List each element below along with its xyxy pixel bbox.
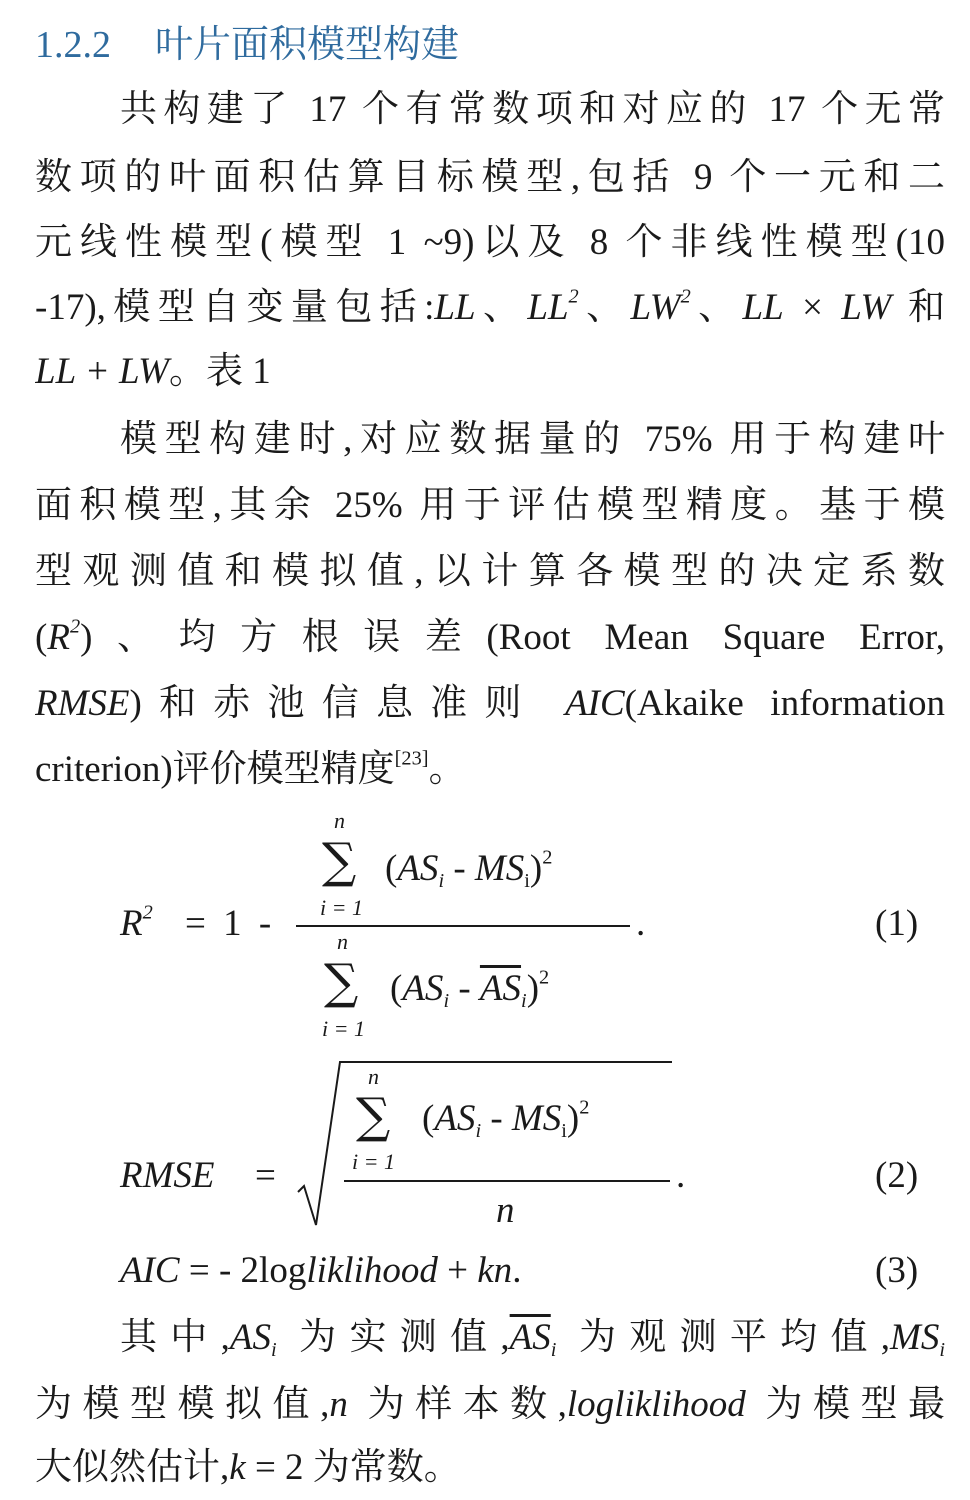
sub: i xyxy=(521,990,527,1013)
text-line xyxy=(35,346,945,398)
text-segment: (Akaike information xyxy=(624,683,945,724)
math-term: LL xyxy=(527,287,569,328)
eq1-end: . xyxy=(636,903,646,944)
math-term: RMSE xyxy=(35,683,130,724)
text-segment: criterion)评价模型精度 xyxy=(35,749,395,790)
sub: i xyxy=(438,870,445,893)
eq1-equals: = 1 - xyxy=(185,903,272,944)
eq1-den-upper: n xyxy=(337,929,348,954)
eq1-num-sigma: ∑ xyxy=(322,833,357,889)
eq2-numerator xyxy=(422,1096,590,1143)
var-as: AS xyxy=(402,968,444,1009)
eq3-body xyxy=(120,1252,521,1289)
eq3-liklihood: liklihood xyxy=(306,1250,438,1291)
eq3-plus: + xyxy=(437,1250,478,1291)
text-segment: 其中, xyxy=(120,1317,230,1358)
eq1-num-upper: n xyxy=(334,808,345,833)
text-segment: 为模型模拟值, xyxy=(35,1384,330,1425)
power: 2 xyxy=(579,1096,590,1119)
eq1-r-sup: 2 xyxy=(142,901,153,924)
text-line xyxy=(35,1379,945,1431)
text-line xyxy=(35,744,945,796)
text-segment: 共构建了 17 个有常数项和对应的 17 个无常 xyxy=(120,89,945,130)
eq2-equals: = xyxy=(255,1155,276,1196)
power: 2 xyxy=(542,846,553,869)
eq2-label: (2) xyxy=(875,1155,919,1196)
math-term: AIC xyxy=(565,683,625,724)
text-segment: 。表 1 xyxy=(168,351,271,392)
eq2-upper: n xyxy=(368,1064,379,1089)
var-ms: MS xyxy=(474,848,525,889)
text-segment: ( xyxy=(35,617,48,658)
minus: - xyxy=(453,848,466,889)
subscript: i xyxy=(939,1339,945,1362)
eq1-lhs xyxy=(120,901,153,944)
eq2-lhs: RMSE xyxy=(120,1155,215,1196)
sub: i xyxy=(524,870,530,893)
text-segment: 面积模型,其余 25% 用于评估模型精度。基于模 xyxy=(35,485,945,526)
math-term: AS xyxy=(229,1317,271,1358)
math-term: LL + LW xyxy=(35,351,169,392)
math-term: MS xyxy=(890,1317,940,1358)
text-line xyxy=(35,217,945,269)
superscript: [23] xyxy=(394,747,429,770)
text-line xyxy=(35,480,945,532)
text-segment: 为模型最 xyxy=(745,1384,945,1425)
text-segment: 和 xyxy=(891,287,945,328)
eq1-fraction-bar xyxy=(296,925,630,927)
eq2-sigma: ∑ xyxy=(356,1088,391,1144)
text-segment: 模型构建时,对应数据量的 75% 用于构建叶 xyxy=(120,419,945,460)
text-segment: 、 xyxy=(578,287,631,328)
eq3-rhs: = - 2log xyxy=(188,1250,307,1291)
paren: ) xyxy=(529,848,543,889)
math-term: $\overline{AS}$ xyxy=(509,1317,551,1358)
paren: ) xyxy=(526,968,540,1009)
text-segment: 、 xyxy=(475,287,528,328)
eq1-numerator xyxy=(385,846,553,893)
eq2-fraction-bar xyxy=(344,1180,670,1182)
math-term: LW xyxy=(630,287,681,328)
text-segment: )、均方根误差(Root Mean Square Error, xyxy=(80,617,945,658)
eq1-r: R xyxy=(120,903,143,944)
text-segment: 为样本数, xyxy=(347,1384,567,1425)
eq1-num-lower: i = 1 xyxy=(320,895,363,920)
section-number: 1.2.2 xyxy=(35,24,111,66)
text-line xyxy=(35,282,945,334)
sub: i xyxy=(443,990,450,1013)
math-term: k xyxy=(229,1447,246,1488)
eq3-label: (3) xyxy=(875,1250,919,1291)
math-term: logliklihood xyxy=(566,1384,746,1425)
eq3-lhs: AIC xyxy=(120,1250,180,1291)
text-segment: 。 xyxy=(428,749,466,790)
minus: - xyxy=(490,1098,503,1139)
sub: i xyxy=(475,1120,482,1143)
text-segment: -17),模型自变量包括: xyxy=(35,287,435,328)
superscript: 2 xyxy=(69,615,81,638)
eq3-kn: kn xyxy=(477,1250,513,1291)
superscript: 2 xyxy=(568,285,579,308)
text-line xyxy=(35,612,945,664)
math-term: R xyxy=(47,617,70,658)
eq2-lower: i = 1 xyxy=(352,1149,395,1174)
text-segment: 大似然估计, xyxy=(35,1447,230,1488)
text-segment: )和赤池信息准则 xyxy=(129,683,566,724)
text-line xyxy=(120,84,945,136)
var-ms: MS xyxy=(511,1098,562,1139)
math-term: n xyxy=(329,1384,348,1425)
text-segment: 为观测平均值, xyxy=(556,1317,891,1358)
text-line xyxy=(35,152,945,204)
text-segment: 型观测值和模拟值,以计算各模型的决定系数 xyxy=(35,551,945,592)
paren: ( xyxy=(385,848,398,889)
section-heading xyxy=(35,19,945,71)
eq1-den-lower: i = 1 xyxy=(322,1016,365,1041)
text-line xyxy=(120,1312,945,1364)
subscript: i xyxy=(550,1339,557,1362)
text-segment: 元线性模型(模型 1 ~9)以及 8 个非线性模型(10 xyxy=(35,222,945,263)
var-as: AS xyxy=(434,1098,476,1139)
eq1-label: (1) xyxy=(875,903,919,944)
paren: ( xyxy=(390,968,403,1009)
eq1-den-sigma: ∑ xyxy=(324,954,359,1010)
subscript: i xyxy=(270,1339,277,1362)
text-line xyxy=(35,546,945,598)
text-segment: 、 xyxy=(690,287,743,328)
minus: - xyxy=(458,968,471,1009)
paren: ( xyxy=(422,1098,435,1139)
text-segment: 数项的叶面积估算目标模型,包括 9 个一元和二 xyxy=(35,157,945,198)
section-title: 叶片面积模型构建 xyxy=(155,24,460,66)
superscript: 2 xyxy=(680,285,691,308)
text-line xyxy=(120,414,945,466)
math-term: LL × LW xyxy=(742,287,892,328)
text-segment: 为实测值, xyxy=(276,1317,510,1358)
sub: i xyxy=(561,1120,567,1143)
eq3-end: . xyxy=(512,1250,522,1291)
eq2-denominator: n xyxy=(496,1190,515,1231)
eq1-denominator xyxy=(390,966,550,1013)
power: 2 xyxy=(539,966,550,989)
math-term: LL xyxy=(434,287,476,328)
paren: ) xyxy=(566,1098,580,1139)
text-line xyxy=(35,678,945,730)
text-segment: = 2 为常数。 xyxy=(245,1447,461,1488)
var-as-mean: $\overline{AS}$ xyxy=(479,968,522,1009)
text-line xyxy=(35,1442,945,1494)
var-as: AS xyxy=(397,848,439,889)
eq2-end: . xyxy=(676,1155,686,1196)
